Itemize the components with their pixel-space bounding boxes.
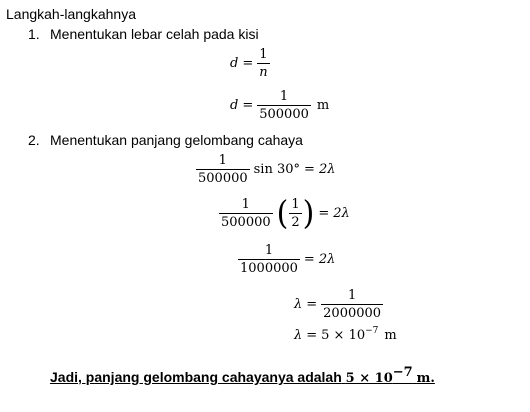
- eq3-function: sin 30°: [253, 162, 301, 177]
- eq5-fraction: [238, 242, 300, 277]
- equals-sign: =: [306, 297, 318, 312]
- eq4-numerator: 1: [219, 196, 273, 214]
- step-1-number: 1.: [28, 26, 40, 42]
- conclusion-exponent: −7: [392, 365, 413, 380]
- conclusion-unit: m.: [416, 371, 435, 386]
- eq2-denominator: 500000: [259, 107, 309, 122]
- equals-sign: =: [306, 328, 318, 343]
- eq6-numerator: 1: [321, 287, 383, 305]
- left-paren: (: [276, 193, 289, 233]
- eq1-lhs: d: [230, 56, 239, 71]
- eq4-inner-fraction: [289, 196, 301, 231]
- eq4-fraction: [219, 196, 273, 231]
- eq7-lhs: λ: [294, 328, 303, 343]
- eq6-fraction: [321, 287, 383, 322]
- equation-1: [230, 46, 270, 81]
- eq1-denominator: n: [259, 65, 268, 80]
- equals-sign: =: [318, 206, 330, 221]
- eq2-fraction: [257, 88, 311, 123]
- equals-sign: =: [242, 98, 254, 113]
- eq1-fraction: [257, 46, 269, 81]
- eq3-fraction: [196, 152, 250, 187]
- eq2-unit: m: [316, 98, 330, 113]
- eq1-numerator: 1: [257, 46, 269, 64]
- equation-2: [230, 88, 329, 123]
- eq2-lhs: d: [230, 98, 239, 113]
- eq7-value: 5 × 10: [321, 328, 366, 343]
- eq3-rhs: 2λ: [318, 162, 336, 177]
- eq6-denominator: 2000000: [323, 306, 382, 321]
- eq4-inner-denominator: 2: [291, 215, 300, 230]
- eq3-denominator: 500000: [198, 171, 248, 186]
- eq4-denominator: 500000: [221, 215, 271, 230]
- eq6-lhs: λ: [294, 297, 303, 312]
- eq5-numerator: 1: [238, 242, 300, 260]
- eq7-value-wrap: [321, 328, 378, 343]
- conclusion-value: 5 × 10: [345, 371, 393, 386]
- equation-6: [294, 287, 383, 322]
- eq5-denominator: 1000000: [240, 261, 298, 276]
- eq4-rhs: 2λ: [333, 206, 350, 221]
- equals-sign: =: [242, 56, 254, 71]
- equals-sign: =: [303, 252, 315, 267]
- step-2-number: 2.: [28, 132, 40, 148]
- eq2-numerator: 1: [257, 88, 311, 106]
- equation-3: [196, 152, 335, 187]
- equation-4: [219, 193, 350, 233]
- eq7-unit: m: [384, 328, 397, 343]
- eq4-inner-numerator: 1: [291, 197, 300, 212]
- equation-7: [294, 328, 397, 343]
- equation-5: [238, 242, 335, 277]
- right-paren: ): [302, 193, 315, 233]
- eq3-numerator: 1: [196, 152, 250, 170]
- eq7-exponent: −7: [365, 326, 379, 336]
- eq5-rhs: 2λ: [318, 252, 336, 267]
- equals-sign: =: [304, 162, 315, 177]
- conclusion: [50, 365, 435, 387]
- step-1-text: Menentukan lebar celah pada kisi: [50, 26, 259, 42]
- heading: Langkah-langkahnya: [6, 6, 136, 22]
- step-2-text: Menentukan panjang gelombang cahaya: [50, 132, 303, 148]
- conclusion-text: Jadi, panjang gelombang cahayanya adalah: [50, 369, 342, 385]
